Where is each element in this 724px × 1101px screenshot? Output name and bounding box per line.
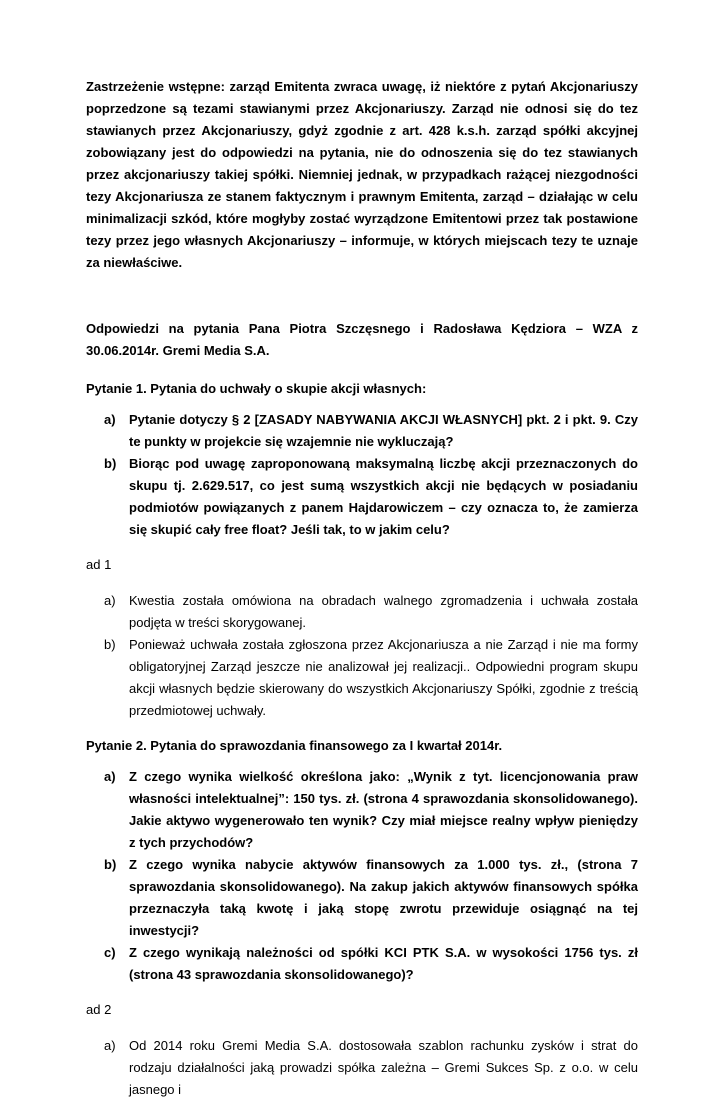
question-2-list xyxy=(86,766,638,986)
list-item xyxy=(86,942,638,986)
list-marker: a) xyxy=(104,1038,116,1053)
list-text: Z czego wynika nabycie aktywów finansowych za 1.000 tys. zł., (strona 7 sprawozdania skonsolidowanego). Na zakup jakich aktywów finansowych spółka przeznaczyła taką kwotę i jaką stopę zwrotu przewiduje osiągnąć na tej inwestycji? xyxy=(129,857,638,938)
list-text: Pytanie dotyczy § 2 [ZASADY NABYWANIA AKCJI WŁASNYCH] pkt. 2 i pkt. 9. Czy te punkty w projekcie się wzajemnie nie wykluczają? xyxy=(129,412,638,449)
disclaimer-paragraph: Zastrzeżenie wstępne: zarząd Emitenta zwraca uwagę, iż niektóre z pytań Akcjonariuszy poprzedzone są tezami stawianymi przez Akcjonariuszy. Zarząd nie odnosi się do tez stawianych przez Akcjonariuszy, gdyż zgodnie z art. 428 k.s.h. zarząd spółki akcyjnej zobowiązany jest do odpowiedzi na pytania, nie do odnoszenia się do tez stawianych przez akcjonariuszy takiej spółki. Niemniej jednak, w przypadkach rażącej niezgodności tezy Akcjonariusza ze stanem faktycznym i prawnym Emitenta, zarząd – działając w celu minimalizacji szkód, które mogłyby zostać wyrządzone Emitentowi przez tak postawione tezy przez jego własnych Akcjonariuszy – informuje, w których miejscach tezy te uznaje za niewłaściwe. xyxy=(86,79,638,270)
list-text: Z czego wynika wielkość określona jako: „Wynik z tyt. licencjonowania praw własności intelektualnej”: 150 tys. zł. (strona 4 sprawozdania skonsolidowanego). Jakie aktywo wygenerowało ten wynik? Czy miał miejsce realny wpływ pieniędzy z tych przychodów? xyxy=(129,769,638,850)
answer-1-list xyxy=(86,590,638,722)
list-marker: a) xyxy=(104,412,116,427)
question-1-title: Pytanie 1. Pytania do uchwały o skupie akcji własnych: xyxy=(86,381,427,396)
answer-1-label: ad 1 xyxy=(86,557,112,572)
list-text: Z czego wynikają należności od spółki KCI PTK S.A. w wysokości 1756 tys. zł (strona 43 sprawozdania skonsolidowanego)? xyxy=(129,945,638,982)
list-item xyxy=(86,409,638,453)
document-heading: Odpowiedzi na pytania Pana Piotra Szczęsnego i Radosława Kędziora – WZA z 30.06.2014r. Gremi Media S.A. xyxy=(86,321,638,358)
question-1-list xyxy=(86,409,638,541)
list-marker: a) xyxy=(104,593,116,608)
list-item xyxy=(86,453,638,541)
question-2-title: Pytanie 2. Pytania do sprawozdania finansowego za I kwartał 2014r. xyxy=(86,738,503,753)
list-text: Biorąc pod uwagę zaproponowaną maksymalną liczbę akcji przeznaczonych do skupu tj. 2.629.517, co jest sumą wszystkich akcji nie będących w posiadaniu podmiotów powiązanych z panem Hajdarowiczem – czy oznacza to, że zamierza się skupić cały free float? Jeśli tak, to w jakim celu? xyxy=(129,456,638,537)
list-item xyxy=(86,766,638,854)
list-text: Ponieważ uchwała została zgłoszona przez Akcjonariusza a nie Zarząd i nie ma formy obligatoryjnej Zarząd jeszcze nie analizował jej realizacji.. Odpowiedni program skupu akcji własnych będzie skierowany do wszystkich Akcjonariuszy Spółki, zgodnie z treścią przedmiotowej uchwały. xyxy=(129,637,638,718)
list-marker: b) xyxy=(104,637,116,652)
answer-2-label: ad 2 xyxy=(86,1002,112,1017)
list-text: Od 2014 roku Gremi Media S.A. dostosowała szablon rachunku zysków i strat do rodzaju działalności jaką prowadzi spółka zależna – Gremi Sukces Sp. z o.o. w celu jasnego i xyxy=(129,1038,638,1097)
list-text: Kwestia została omówiona na obradach walnego zgromadzenia i uchwała została podjęta w treści skorygowanej. xyxy=(129,593,638,630)
list-marker: b) xyxy=(104,456,117,471)
list-item xyxy=(86,590,638,634)
list-marker: a) xyxy=(104,769,116,784)
answer-2-list xyxy=(86,1035,638,1101)
list-item xyxy=(86,854,638,942)
list-item xyxy=(86,1035,638,1101)
list-marker: b) xyxy=(104,857,117,872)
list-marker: c) xyxy=(104,945,116,960)
list-item xyxy=(86,634,638,722)
